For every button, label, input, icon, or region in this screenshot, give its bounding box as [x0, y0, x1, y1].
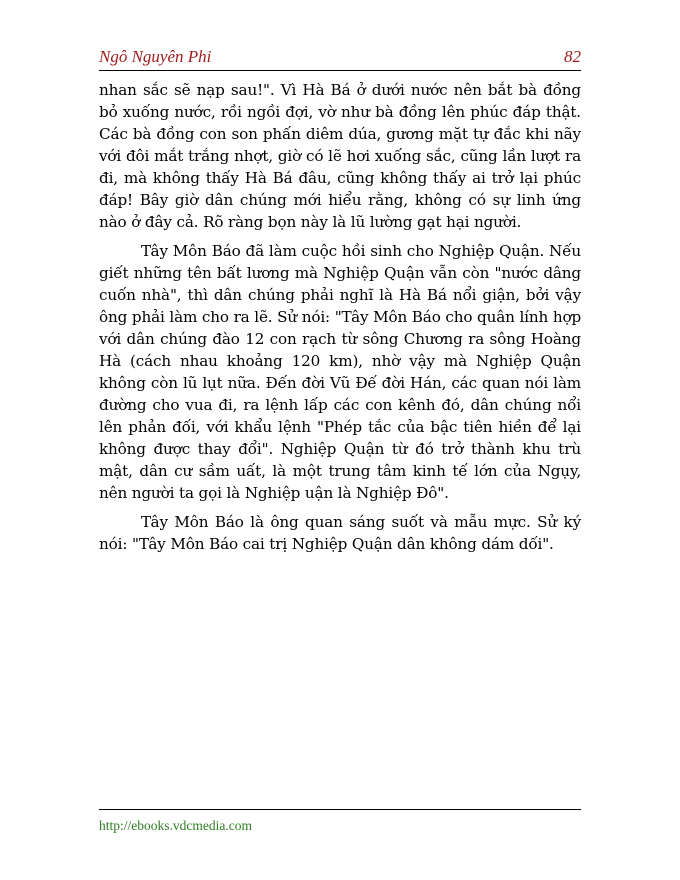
document-body [99, 79, 581, 555]
page-number: 82 [564, 47, 581, 66]
page-header [99, 47, 581, 69]
paragraph-continued: nhan sắc sẽ nạp sau!". Vì Hà Bá ở dưới nước nên bắt bà đồng bỏ xuống nước, rồi ngồi đợi, vờ như bà đồng lên phúc đáp thật. Các bà đồng con son phấn diêm dúa, gương mặt tự đắc khi nãy với đôi mắt trắng nhợt, giờ có lẽ hơi xuống sắc, cũng lần lượt ra đi, mà không thấy Hà Bá đâu, cũng không thấy ai trở lại phúc đáp! Bây giờ dân chúng mới hiểu rằng, không có sự linh ứng nào ở đây cả. Rõ ràng bọn này là lũ lường gạt hại người. [99, 81, 581, 231]
footer-divider [99, 809, 581, 810]
header-divider [99, 70, 581, 71]
header-author: Ngô Nguyên Phi [99, 47, 212, 66]
paragraph: Tây Môn Báo là ông quan sáng suốt và mẫu mực. Sử ký nói: "Tây Môn Báo cai trị Nghiệp Quận dân không dám dối". [99, 513, 581, 553]
footer-website-link[interactable]: http://ebooks.vdcmedia.com [99, 818, 252, 833]
paragraph: Tây Môn Báo đã làm cuộc hồi sinh cho Nghiệp Quận. Nếu giết những tên bất lương mà Nghiệp Quận vẫn còn "nước dâng cuốn nhà", thì dân chúng phải nghĩ là Hà Bá nổi giận, bởi vậy ông phải làm cho ra lẽ. Sử nói: "Tây Môn Báo cho quân lính hợp với dân chúng đào 12 con rạch từ sông Chương ra sông Hoàng Hà (cách nhau khoảng 120 km), nhờ vậy mà Nghiệp Quận không còn lũ lụt nữa. Đến đời Vũ Đế đời Hán, các quan nói làm đường cho vua đi, ra lệnh lấp các con kênh đó, dân chúng nổi lên phản đối, với khẩu lệnh "Phép tắc của bậc tiên hiền để lại không được thay đổi". Nghiệp Quận từ đó trở thành khu trù mật, dân cư sầm uất, là một trung tâm kinh tế lớn của Ngụy, nên người ta gọi là Nghiệp uận là Nghiệp Đô". [99, 242, 582, 502]
